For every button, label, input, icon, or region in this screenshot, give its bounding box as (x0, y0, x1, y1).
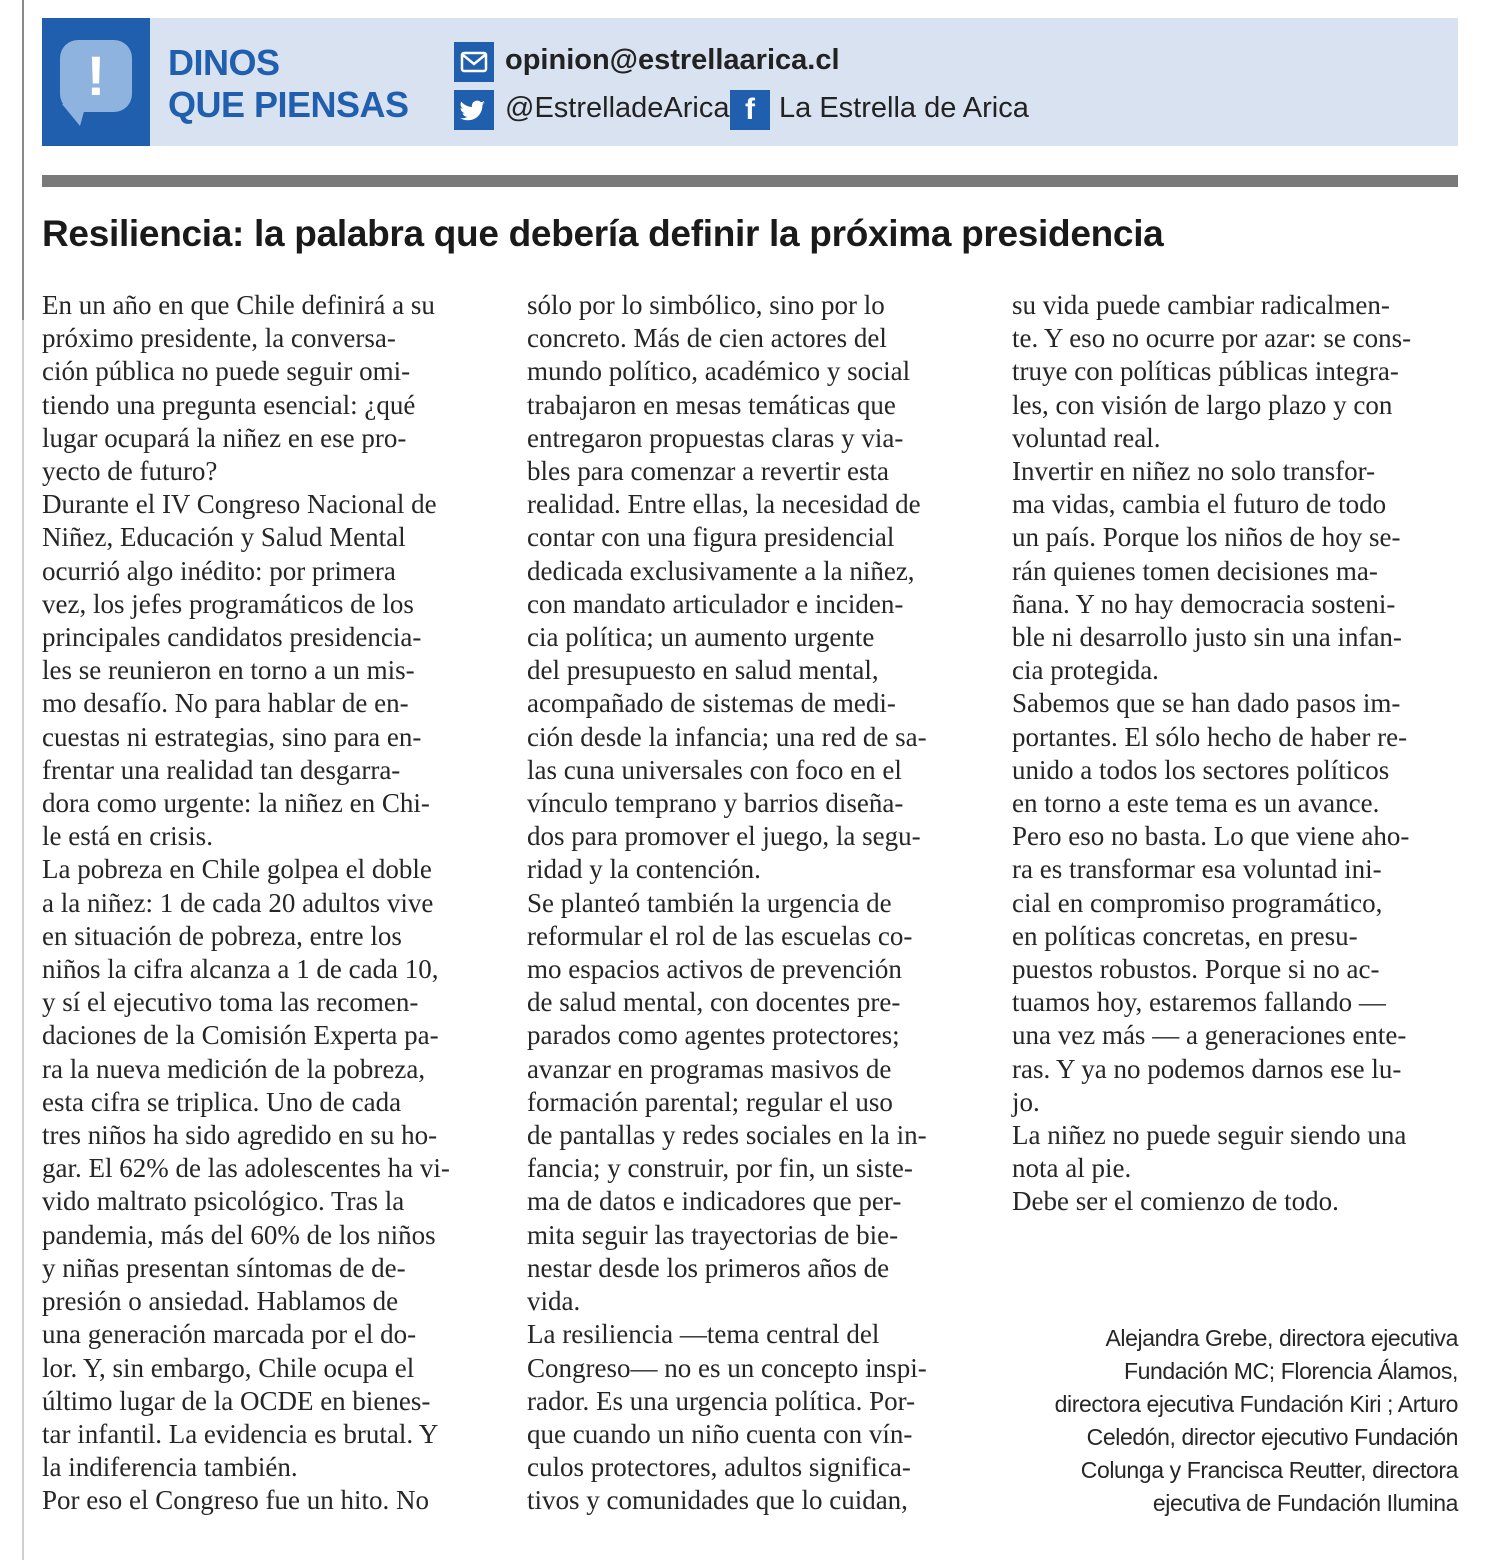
article-text-line: ñana. Y no hay democracia sosteni- (1012, 588, 1396, 619)
article-text-line: cia protegida. (1012, 655, 1159, 686)
article-column-2 (527, 289, 979, 1518)
article-text-line: Invertir en niñez no solo transfor- (1012, 456, 1376, 487)
article-text-line: ción pública no puede seguir omi- (42, 356, 411, 387)
article-text-line: y sí el ejecutivo toma las recomen- (42, 987, 419, 1018)
article-text-line: con mandato articulador e inciden- (527, 588, 904, 619)
article-text-line: tiendo una pregunta esencial: ¿qué (42, 389, 416, 420)
article-text-line: la indiferencia también. (42, 1452, 298, 1483)
article-text-line: le está en crisis. (42, 821, 213, 852)
article-headline: Resiliencia: la palabra que debería definir la próxima presidencia (42, 213, 1164, 254)
article-text-line: nota al pie. (1012, 1153, 1132, 1184)
article-text-line: del presupuesto en salud mental, (527, 655, 879, 686)
article-text-line: fancia; y construir, por fin, un siste- (527, 1153, 913, 1184)
article-text-line: Durante el IV Congreso Nacional de (42, 489, 437, 520)
article-text-line: de salud mental, con docentes pre- (527, 987, 901, 1018)
article-text-line: principales candidatos presidencia- (42, 622, 422, 653)
article-text-line: ma vidas, cambia el futuro de todo (1012, 489, 1387, 520)
article-text-line: truye con políticas públicas integra- (1012, 356, 1399, 387)
article-text-line: te. Y eso no ocurre por azar: se cons- (1012, 323, 1412, 354)
article-text-line: bles para comenzar a revertir esta (527, 456, 890, 487)
signature-line: Colunga y Francisca Reutter, directora (1080, 1457, 1458, 1483)
article-text-line: último lugar de la OCDE en bienes- (42, 1385, 431, 1416)
article-text-line: ble ni desarrollo justo sin una infan- (1012, 622, 1402, 653)
article-text-line: portantes. El sólo hecho de haber re- (1012, 721, 1408, 752)
article-column-3 (1012, 289, 1464, 1219)
article-text-line: Por eso el Congreso fue un hito. No (42, 1485, 429, 1516)
article-text-line: las cuna universales con foco en el (527, 754, 902, 785)
article-text-line: realidad. Entre ellas, la necesidad de (527, 489, 921, 520)
exclamation-icon: ! (86, 44, 106, 107)
article-text-line: Niñez, Educación y Salud Mental (42, 522, 406, 553)
article-text-line: La resiliencia —tema central del (527, 1319, 880, 1350)
article-text-line: esta cifra se triplica. Uno de cada (42, 1086, 402, 1117)
signature-line: directora ejecutiva Fundación Kiri ; Arturo (1054, 1391, 1458, 1417)
article-text-line: sólo por lo simbólico, sino por lo (527, 290, 885, 320)
article-text-line: ra es transformar esa voluntad ini- (1012, 854, 1382, 885)
article-text-line: trabajaron en mesas temáticas que (527, 389, 896, 420)
article-text-line: ción desde la infancia; una red de sa- (527, 721, 927, 752)
facebook-icon: f (730, 90, 770, 130)
article-text-line: mundo político, académico y social (527, 356, 911, 387)
article-text-line: frentar una realidad tan desgarra- (42, 754, 401, 785)
article-text-line: una vez más — a generaciones ente- (1012, 1020, 1407, 1051)
article-signature (1000, 1322, 1458, 1520)
article-text-line: mita seguir las trayectorias de bie- (527, 1219, 899, 1250)
article-text-line: ridad y la contención. (527, 854, 761, 885)
article-text-line: dos para promover el juego, la segu- (527, 821, 921, 852)
article-text-line: un país. Porque los niños de hoy se- (1012, 522, 1401, 553)
article-text-line: les se reunieron en torno a un mis- (42, 655, 415, 686)
signature-line: ejecutiva de Fundación Ilumina (1152, 1490, 1458, 1516)
signature-line: Fundación MC; Florencia Álamos, (1123, 1358, 1458, 1384)
twitter-icon (454, 90, 494, 130)
article-text-line: de pantallas y redes sociales en la in- (527, 1120, 927, 1151)
article-text-line: ma de datos e indicadores que per- (527, 1186, 902, 1217)
article-text-line: acompañado de sistemas de medi- (527, 688, 896, 719)
article-text-line: les, con visión de largo plazo y con (1012, 389, 1393, 420)
article-text-line: jo. (1012, 1086, 1040, 1117)
article-text-line: y niñas presentan síntomas de de- (42, 1252, 406, 1283)
article-text-line: Se planteó también la urgencia de (527, 887, 892, 918)
section-title-line2: QUE PIENSAS (168, 84, 409, 125)
article-text-line: tivos y comunidades que lo cuidan, (527, 1485, 908, 1516)
article-text-line: formación parental; regular el uso (527, 1086, 893, 1117)
speech-bubble-icon (42, 18, 150, 146)
article-text-line: yecto de futuro? (42, 456, 218, 487)
opinion-banner (42, 18, 1458, 146)
article-text-line: puestos robustos. Porque si no ac- (1012, 954, 1380, 985)
article-text-line: entregaron propuestas claras y via- (527, 422, 904, 453)
article-text-line: una generación marcada por el do- (42, 1319, 417, 1350)
article-text-line: mo espacios activos de prevención (527, 954, 902, 985)
article-text-line: parados como agentes protectores; (527, 1020, 900, 1051)
separator-bar (42, 175, 1458, 187)
signature-line: Alejandra Grebe, directora ejecutiva (1105, 1325, 1458, 1351)
article-text-line: rador. Es una urgencia política. Por- (527, 1385, 916, 1416)
article-text-line: gar. El 62% de las adolescentes ha vi- (42, 1153, 450, 1184)
article-text-line: Sabemos que se han dado pasos im- (1012, 688, 1401, 719)
article-text-line: ras. Y ya no podemos darnos ese lu- (1012, 1053, 1402, 1084)
article-text-line: vido maltrato psicológico. Tras la (42, 1186, 405, 1217)
facebook-page[interactable]: La Estrella de Arica (779, 92, 1029, 124)
article-text-line: voluntad real. (1012, 422, 1161, 453)
article-text-line: La pobreza en Chile golpea el doble (42, 854, 432, 885)
article-text-line: cial en compromiso programático, (1012, 887, 1383, 918)
article-text-line: niños la cifra alcanza a 1 de cada 10, (42, 954, 439, 985)
article-text-line: unido a todos los sectores políticos (1012, 754, 1390, 785)
article-text-line: en situación de pobreza, entre los (42, 920, 402, 951)
article-text-line: Congreso— no es un concepto inspi- (527, 1352, 927, 1383)
article-text-line: La niñez no puede seguir siendo una (1012, 1120, 1407, 1151)
article-text-line: contar con una figura presidencial (527, 522, 895, 553)
signature-line: Celedón, director ejecutivo Fundación (1086, 1424, 1458, 1450)
article-text-line: próximo presidente, la conversa- (42, 323, 396, 354)
article-text-line: concreto. Más de cien actores del (527, 323, 887, 354)
article-text-line: en políticas concretas, en presu- (1012, 920, 1358, 951)
article-text-line: Pero eso no basta. Lo que viene aho- (1012, 821, 1410, 852)
article-text-line: reformular el rol de las escuelas co- (527, 920, 913, 951)
article-text-line: tres niños ha sido agredido en su ho- (42, 1120, 438, 1151)
bird-icon (454, 90, 494, 130)
twitter-handle[interactable]: @EstrelladeArica (505, 92, 730, 124)
article-text-line: tuamos hoy, estaremos fallando — (1012, 987, 1386, 1018)
article-text-line: dedicada exclusivamente a la niñez, (527, 555, 915, 586)
section-title-line1: DINOS (168, 42, 280, 83)
article-text-line: en torno a este tema es un avance. (1012, 788, 1380, 819)
article-text-line: daciones de la Comisión Experta pa- (42, 1020, 439, 1051)
article-text-line: nestar desde los primeros años de (527, 1252, 890, 1283)
article-text-line: tar infantil. La evidencia es brutal. Y (42, 1418, 439, 1449)
article-column-1 (42, 289, 494, 1518)
article-text-line: presión o ansiedad. Hablamos de (42, 1286, 399, 1317)
article-text-line: vínculo temprano y barrios diseña- (527, 788, 904, 819)
article-text-line: ra la nueva medición de la pobreza, (42, 1053, 426, 1084)
article-text-line: avanzar en programas masivos de (527, 1053, 892, 1084)
envelope-icon (454, 42, 494, 82)
article-text-line: a la niñez: 1 de cada 20 adultos vive (42, 887, 434, 918)
article-text-line: dora como urgente: la niñez en Chi- (42, 788, 430, 819)
article-text-line: mo desafío. No para hablar de en- (42, 688, 409, 719)
article-text-line: En un año en que Chile definirá a su (42, 290, 435, 320)
article-text-line: rán quienes tomen decisiones ma- (1012, 555, 1378, 586)
article-text-line: pandemia, más del 60% de los niños (42, 1219, 436, 1250)
email-icon (454, 42, 494, 82)
section-title (168, 42, 409, 126)
email-link[interactable]: opinion@estrellaarica.cl (505, 44, 840, 76)
article-text-line: ocurrió algo inédito: por primera (42, 555, 396, 586)
article-text-line: vez, los jefes programáticos de los (42, 588, 414, 619)
article-text-line: cuestas ni estrategias, sino para en- (42, 721, 422, 752)
article-text-line: cia política; un aumento urgente (527, 622, 875, 653)
article-text-line: lor. Y, sin embargo, Chile ocupa el (42, 1352, 415, 1383)
article-text-line: culos protectores, adultos significa- (527, 1452, 911, 1483)
article-text-line: Debe ser el comienzo de todo. (1012, 1186, 1339, 1217)
article-text-line: su vida puede cambiar radicalmen- (1012, 290, 1390, 320)
article-text-line: lugar ocupará la niñez en ese pro- (42, 422, 407, 453)
article-text-line: vida. (527, 1286, 581, 1317)
page-edge-line-dark (22, 0, 24, 320)
article-text-line: que cuando un niño cuenta con vín- (527, 1418, 913, 1449)
